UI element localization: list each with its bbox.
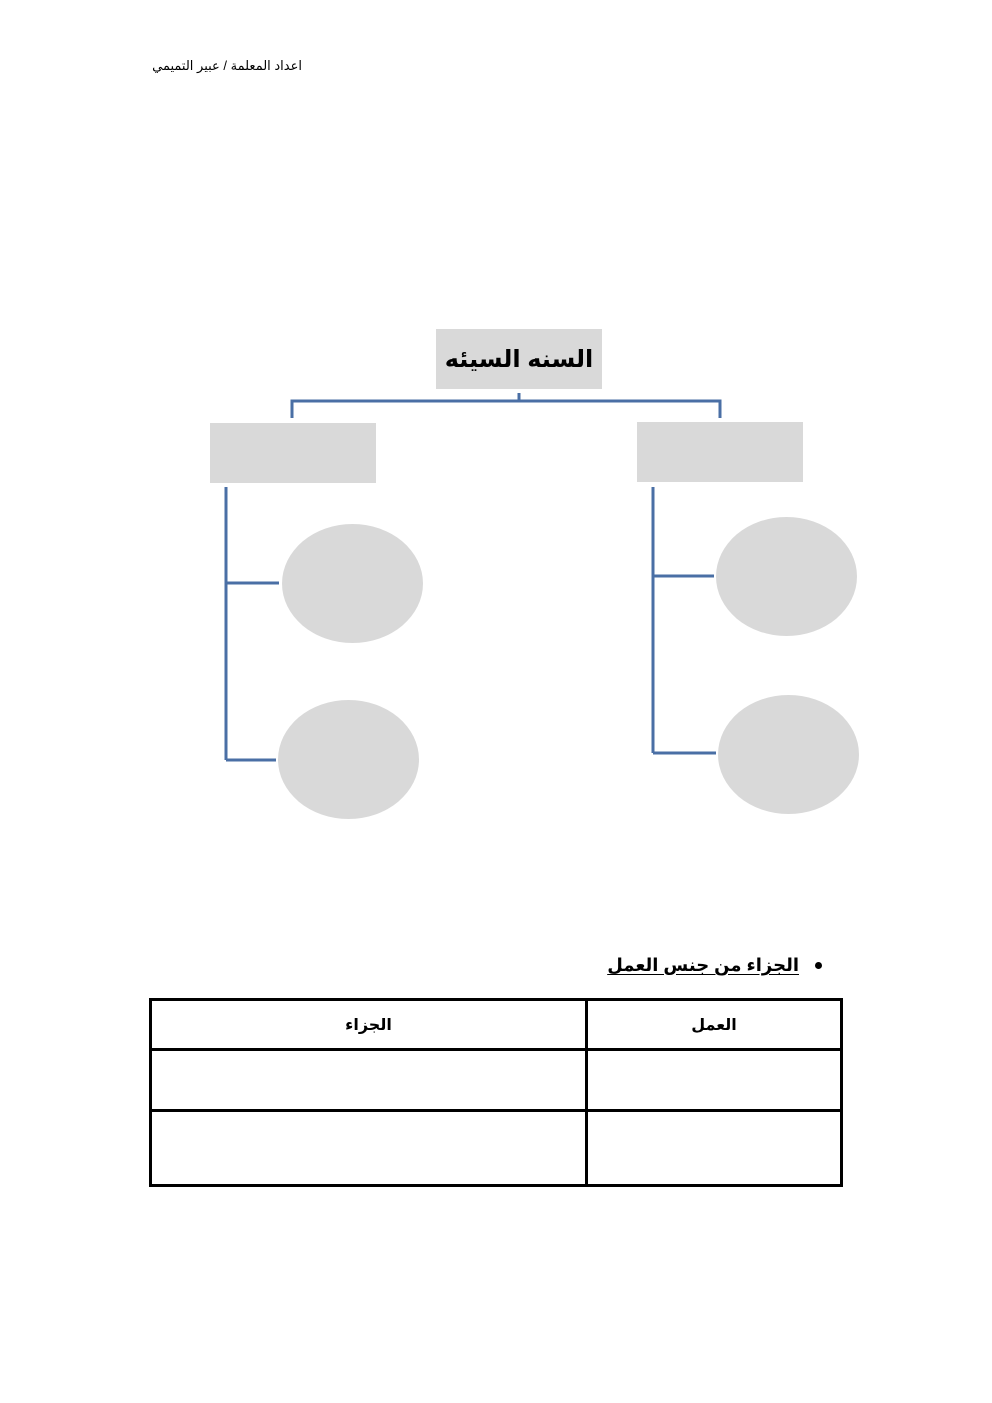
root-connector: [292, 393, 720, 418]
table-cell-action[interactable]: [587, 1111, 842, 1186]
table-cell-reward[interactable]: [151, 1050, 587, 1111]
bullet-icon: [815, 962, 822, 969]
table-cell-action[interactable]: [587, 1050, 842, 1111]
table-row: [151, 1111, 842, 1186]
teacher-credit: اعداد المعلمة / عبير التميمي: [152, 58, 302, 73]
reward-table: [149, 998, 843, 1187]
section-heading-text: الجزاء من جنس العمل: [607, 955, 799, 975]
leaf-circle-right-bottom[interactable]: [718, 695, 859, 814]
root-node: [436, 329, 602, 389]
table-header-row: [151, 1000, 842, 1050]
column-header-reward: الجزاء: [151, 1000, 587, 1050]
left-branch-connector: [226, 487, 279, 760]
branch-box-left[interactable]: [210, 423, 376, 483]
leaf-circle-right-top[interactable]: [716, 517, 857, 636]
section-heading: [607, 955, 822, 976]
right-branch-connector: [653, 487, 716, 753]
table-row: [151, 1050, 842, 1111]
table-cell-reward[interactable]: [151, 1111, 587, 1186]
leaf-circle-left-top[interactable]: [282, 524, 423, 643]
column-header-action: العمل: [587, 1000, 842, 1050]
leaf-circle-left-bottom[interactable]: [278, 700, 419, 819]
root-node-label: السنه السيئه: [444, 345, 594, 373]
branch-box-right[interactable]: [637, 422, 803, 482]
